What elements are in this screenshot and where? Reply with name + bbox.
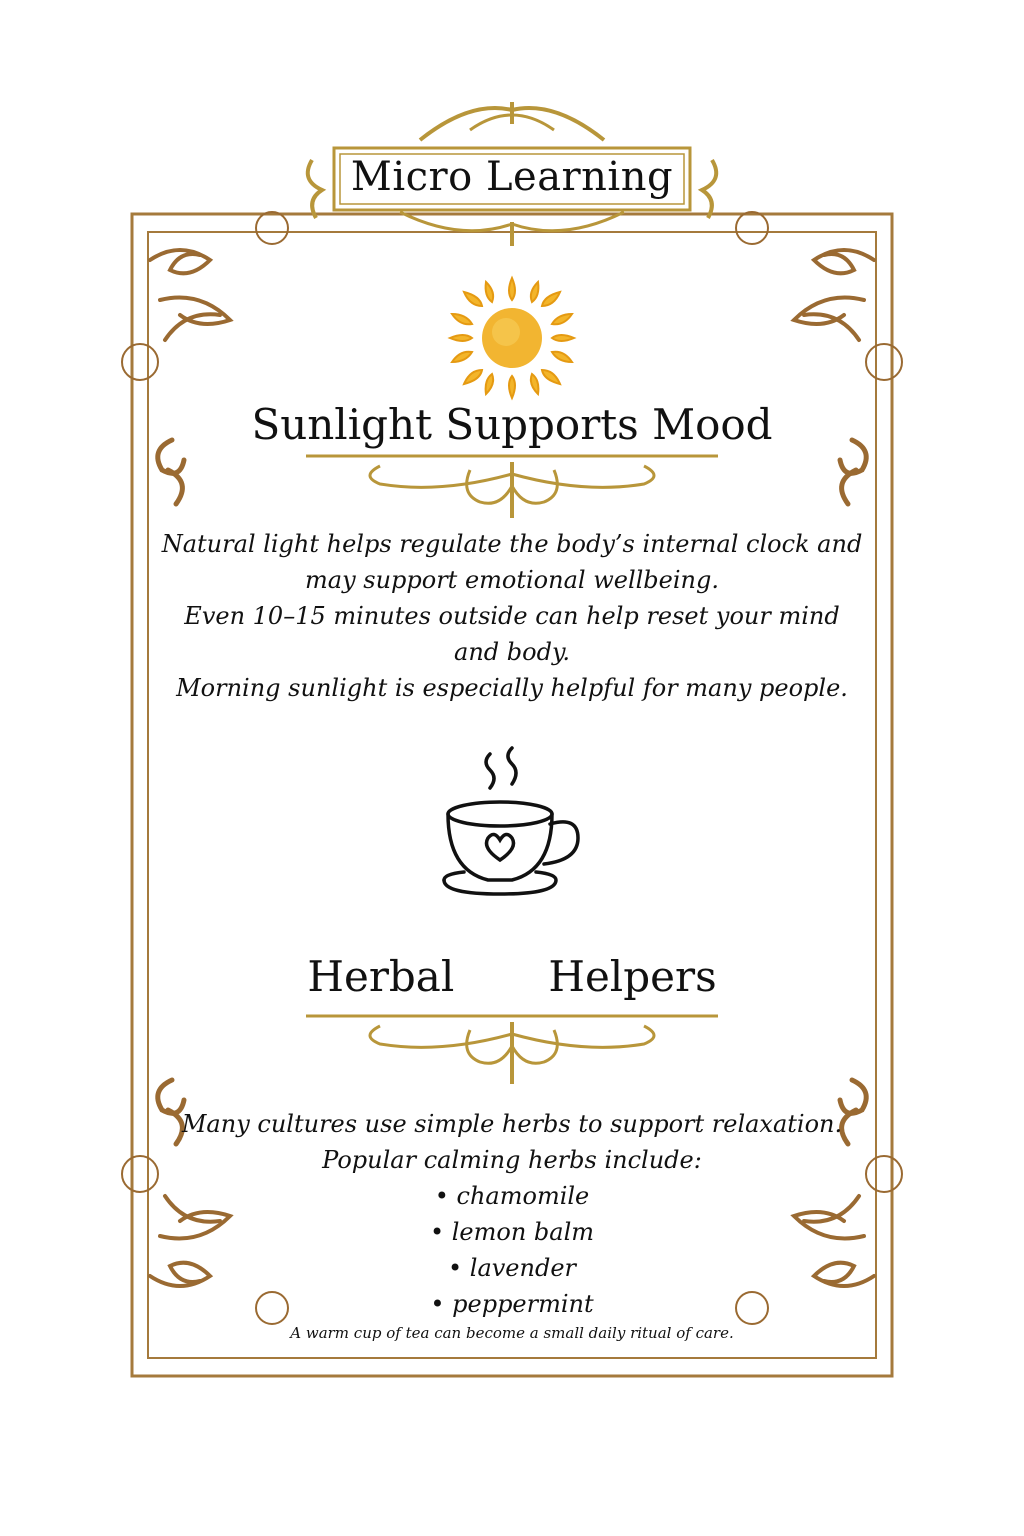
page-title: Micro Learning [350,154,674,200]
body-line: Morning sunlight is especially helpful for many people. [176,674,848,702]
list-item: • lavender [0,1250,1024,1286]
section-title: Sunlight Supports Mood [251,400,773,449]
body-line: Natural light helps regulate the body’s internal clock and [161,530,863,558]
body-line: Many cultures use simple herbs to support relaxation. [181,1110,843,1138]
list-item: • peppermint [0,1286,1024,1322]
body-line: and body. [454,638,570,666]
body-line: Even 10–15 minutes outside can help reset your mind [184,602,840,630]
herb-list [0,1178,1024,1322]
section-title: Herbal Helpers [307,952,717,1001]
section-body [0,526,1024,706]
teacup-heart-icon [436,744,586,900]
list-item: • lemon balm [0,1214,1024,1250]
corner-ornament [122,212,288,380]
section-divider [306,456,718,518]
body-line: Popular calming herbs include: [322,1146,702,1174]
sun-icon [442,272,582,404]
section-body [0,1106,1024,1178]
section-divider [306,1016,718,1084]
list-item: • chamomile [0,1178,1024,1214]
body-line: may support emotional wellbeing. [305,566,719,594]
closing-note: A warm cup of tea can become a small daily ritual of care. [290,1324,734,1342]
